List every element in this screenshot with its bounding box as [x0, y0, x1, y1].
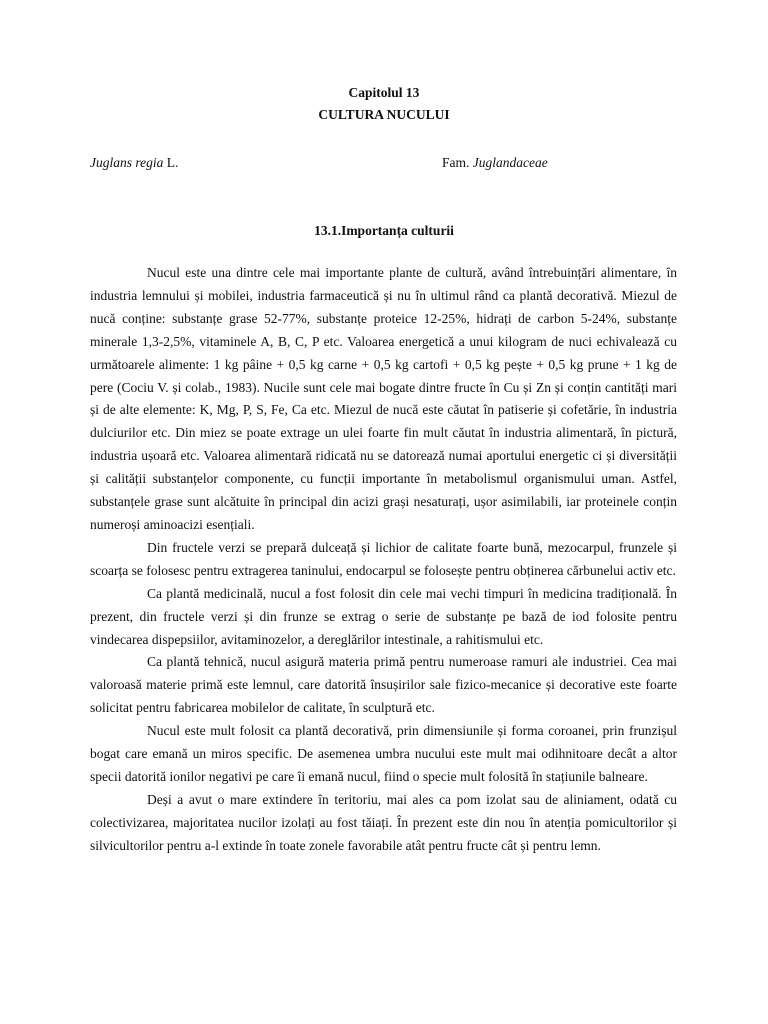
paragraph-decorative: Nucul este mult folosit ca plantă decorativă, prin dimensiunile și forma coroanei, prin frunzișul bogat care emană un miros specific. De asemenea umbra nucului este mult mai odihnitoare decât a altor specii datorită ionilor negativi pe care îi emană nucul, fiind o specie mult folosită în stațiunile balneare. [90, 723, 677, 784]
family-prefix: Fam. [442, 155, 473, 170]
species-name [90, 152, 178, 174]
species-author: L. [163, 155, 179, 170]
chapter-number: Capitolul 13 [348, 85, 420, 100]
paragraph-medicinal: Ca plantă medicinală, nucul a fost folosit din cele mai vechi timpuri în medicina tradițională. În prezent, din fructele verzi și din frunze se extrag o serie de substanțe pe bază de iod folosite pentru vindecarea dispepsiilor, avitaminozelor, a dereglărilor intestinale, a rahitismului etc. [90, 585, 677, 647]
paragraph-distribution: Deși a avut o mare extindere în teritoriu, mai ales ca pom izolat sau de aliniament, odată cu colectivizarea, majoritatea nucilor izolați au fost tăiați. În prezent este din nou în atenția pomicultorilor și silvicultorilor pentru a-l extinde în toate zonele favorabile atât pentru fructe cât și pentru lemn. [90, 791, 677, 853]
chapter-heading [0, 82, 768, 126]
species-latin-name: Juglans regia [90, 155, 164, 170]
family-name [442, 152, 548, 174]
paragraph-fruit-uses: Din fructele verzi se prepară dulceață și lichior de calitate foarte bună, mezocarpul, frunzele și scoarța se folosesc pentru extragerea taninului, endocarpul se folosește pentru obținerea cărbunelui activ etc. [90, 539, 677, 578]
body-text [90, 262, 677, 858]
paragraph-technical: Ca plantă tehnică, nucul asigură materia primă pentru numeroase ramuri ale industriei. Cea mai valoroasă materie primă este lemnul, care datorită însușirilor sale fizico-mecanice și decorative este foarte solicitat pentru fabricarea mobilelor de calitate, în sculptură etc. [90, 654, 677, 716]
chapter-title: CULTURA NUCULUI [318, 107, 450, 122]
taxonomy-line [90, 152, 680, 174]
family-latin-name: Juglandaceae [472, 155, 548, 170]
section-title: 13.1.Importanța culturii [314, 223, 454, 238]
paragraph-nutrition: Nucul este una dintre cele mai importante plante de cultură, având întrebuințări alimentare, în industria lemnului și mobilei, industria farmaceutică și nu în ultimul rând ca plantă decorativă. Miezul de nucă conține: substanțe grase 52-77%, substanțe proteice 12-25%, hidrați de carbon 5-24%, substanțe minerale 1,3-2,5%, vitaminele A, B, C, P etc. Valoarea energetică a unui kilogram de nuci echivalează cu următoarele alimente: 1 kg pâine + 0,5 kg carne + 0,5 kg cartofi + 0,5 kg pește + 0,5 kg prune + 1 kg de pere (Cociu V. și colab., 1983). Nucile sunt cele mai bogate dintre fructe în Cu și Zn și conțin cantități mari și de alte elemente: K, Mg, P, S, Fe, Ca etc. Miezul de nucă este căutat în patiserie și cofetărie, în industria dulciurilor etc. Din miez se poate extrage un ulei foarte fin mult căutat în industria alimentară, în pictură, industria ușoară etc. Valoarea alimentară ridicată nu se datorează numai aportului energetic ci și diversității și calității substanțelor componente, cu funcții importante în metabolismul organismului uman. Astfel, substanțele grase sunt alcătuite în principal din acizi grași nesaturați, ușor asimilabili, iar proteinele conțin numeroși aminoacizi esențiali. [90, 265, 677, 532]
